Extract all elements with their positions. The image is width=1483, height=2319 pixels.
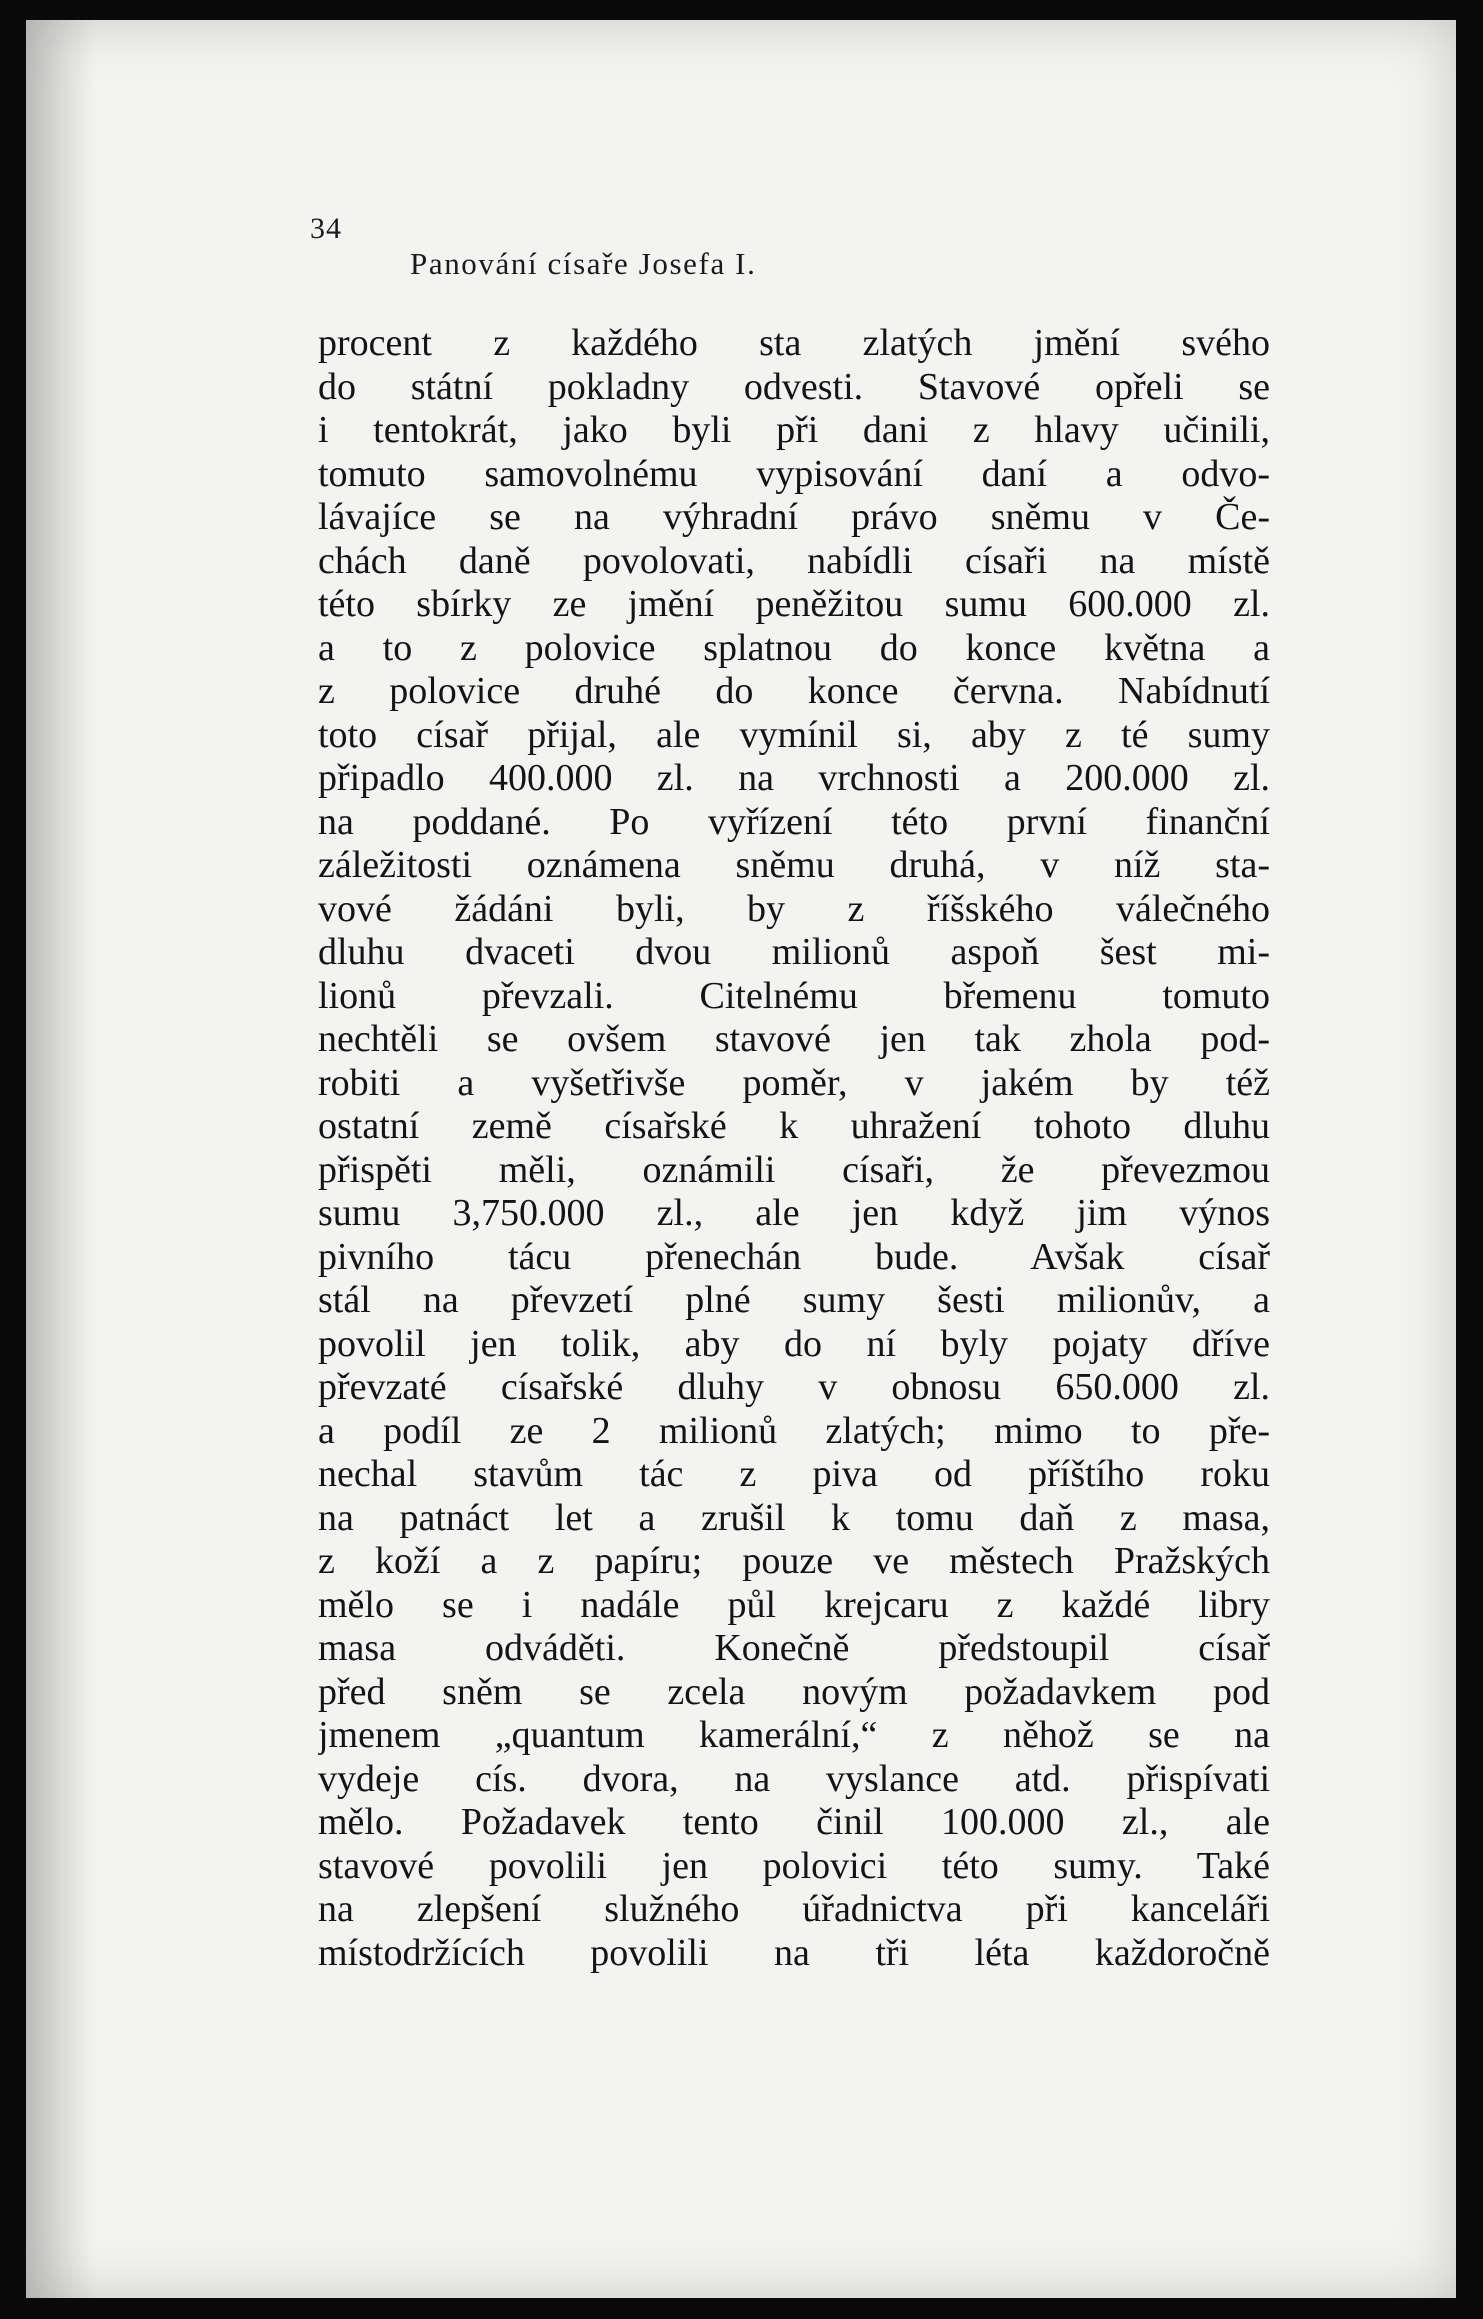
text-line: mělo. Požadavek tento činil 100.000 zl., ale: [318, 1801, 1270, 1843]
text-line: dluhu dvaceti dvou milionů aspoň šest mi-: [318, 931, 1270, 973]
text-line: stavové povolili jen polovici této sumy. Také: [318, 1844, 1270, 1887]
text-line: před sněm se zcela novým požadavkem pod: [318, 1670, 1270, 1713]
text-line: stál na převzetí plné sumy šesti milionův, a: [318, 1279, 1270, 1321]
text-line: robiti a vyšetřivše poměr, v jakém by též: [318, 1061, 1270, 1104]
text-line: této sbírky ze jmění peněžitou sumu 600.000 zl.: [318, 583, 1270, 625]
text-line: přispěti měli, oznámili císaři, že převezmou: [318, 1148, 1270, 1191]
text-line: mělo se i nadále půl krejcaru z každé libry: [318, 1583, 1270, 1626]
text-line: nechtěli se ovšem stavové jen tak zhola pod-: [318, 1018, 1270, 1060]
text-line: na zlepšení služného úřadnictva při kanceláři: [318, 1888, 1270, 1930]
text-line: připadlo 400.000 zl. na vrchnosti a 200.000 zl.: [318, 757, 1270, 799]
text-line: na patnáct let a zrušil k tomu daň z masa,: [318, 1496, 1270, 1539]
text-line: i tentokrát, jako byli při dani z hlavy učinili,: [318, 409, 1270, 451]
text-line: a to z polovice splatnou do konce května a: [318, 626, 1270, 669]
text-line: nechal stavům tác z piva od příštího roku: [318, 1453, 1270, 1495]
text-line: záležitosti oznámena sněmu druhá, v níž sta-: [318, 844, 1270, 886]
text-line: lávajíce se na výhradní právo sněmu v Če-: [318, 496, 1270, 538]
text-line: vové žádáni byli, by z říšského válečného: [318, 887, 1270, 930]
text-line: do státní pokladny odvesti. Stavové opřeli se: [318, 365, 1270, 408]
text-line: a podíl ze 2 milionů zlatých; mimo to pře-: [318, 1409, 1270, 1452]
page-number: 34: [310, 212, 342, 245]
running-title: Panování císaře Josefa I.: [410, 246, 757, 281]
text-line: ostatní země císařské k uhražení tohoto dluhu: [318, 1105, 1270, 1147]
text-line: z polovice druhé do konce června. Nabídnutí: [318, 670, 1270, 712]
text-line: tomuto samovolnému vypisování daní a odvo-: [318, 452, 1270, 495]
text-line: vydeje cís. dvora, na vyslance atd. přispívati: [318, 1757, 1270, 1800]
book-page: [26, 20, 1456, 2298]
text-line: jmenem „quantum kamerální,“ z něhož se na: [318, 1714, 1270, 1756]
text-line: z koží a z papíru; pouze ve městech Pražských: [318, 1540, 1270, 1582]
text-line: masa odváděti. Konečně předstoupil císař: [318, 1627, 1270, 1669]
page-header: [310, 212, 1070, 281]
text-line: sumu 3,750.000 zl., ale jen když jim výnos: [318, 1192, 1270, 1234]
text-line: chách daně povolovati, nabídli císaři na místě: [318, 539, 1270, 582]
text-line: převzaté císařské dluhy v obnosu 650.000 zl.: [318, 1366, 1270, 1408]
text-line: pivního tácu přenechán bude. Avšak císař: [318, 1235, 1270, 1278]
text-line: procent z každého sta zlatých jmění svého: [318, 322, 1270, 364]
text-line: povolil jen tolik, aby do ní byly pojaty dříve: [318, 1322, 1270, 1365]
text-line: místodržících povolili na tři léta každoročně: [318, 1931, 1270, 1974]
text-line: toto císař přijal, ale vymínil si, aby z té sumy: [318, 713, 1270, 756]
text-line: na poddané. Po vyřízení této první finanční: [318, 800, 1270, 843]
text-line: lionů převzali. Citelnému břemenu tomuto: [318, 974, 1270, 1017]
body-text: [318, 322, 1270, 1975]
